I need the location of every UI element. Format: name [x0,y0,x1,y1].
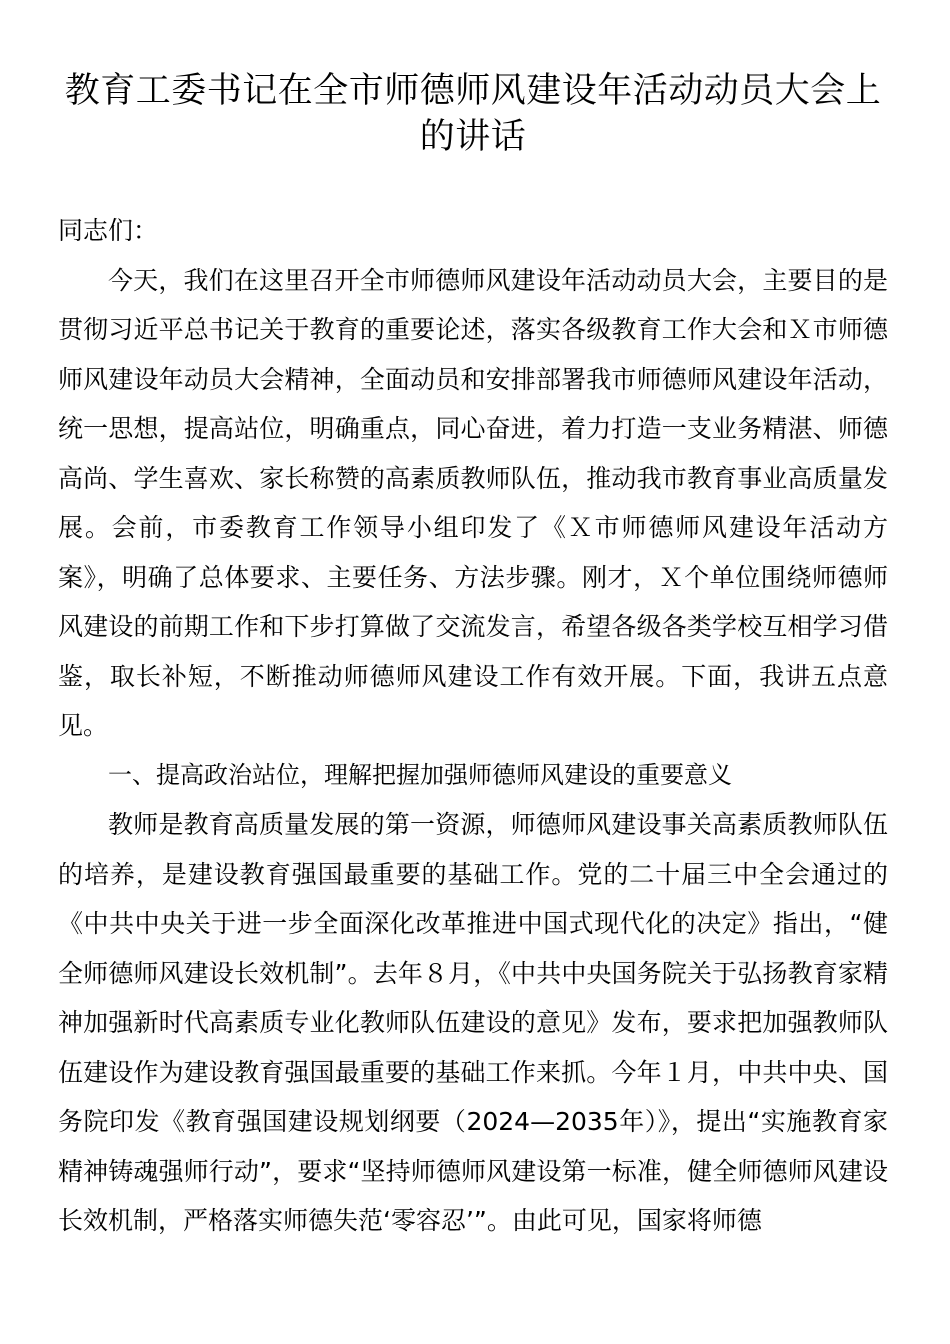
section-heading-1: 一、提高政治站位，理解把握加强师德师风建设的重要意义 [108,760,732,789]
document-title: 教育工委书记在全市师德师风建设年活动动员大会上的讲话 [64,71,882,157]
section-1-paragraph: 教师是教育高质量发展的第一资源，师德师风建设事关高素质教师队伍的培养，是建设教育强国最重要的基础工作。党的二十届三中全会通过的《中共中央关于进一步全面深化改革推进中国式现代化的决定》指出，“健全师德师风建设长效机制”。去年８月，《中共中央国务院关于弘扬教育家精神加强新时代高素质专业化教师队伍建设的意见》发布，要求把加强教师队伍建设作为建设教育强国最重要的基础工作来抓。今年１月，中共中央、国务院印发《教育强国建设规划纲要（2024—2035年）》，提出“实施教育家精神铸魂强师行动”，要求“坚持师德师风建设第一标准，健全师德师风建设长效机制，严格落实师德失范‘零容忍’”。由此可见，国家将师德 [58,810,888,1235]
document-page [58,68,888,1246]
salutation: 同志们： [58,216,159,245]
opening-paragraph: 今天，我们在这里召开全市师德师风建设年活动动员大会，主要目的是贯彻习近平总书记关于教育的重要论述，落实各级教育工作大会和Ｘ市师德师风建设年动员大会精神，全面动员和安排部署我市师德师风建设年活动，统一思想，提高站位，明确重点，同心奋进，着力打造一支业务精湛、师德高尚、学生喜欢、家长称赞的高素质教师队伍，推动我市教育事业高质量发展。会前，市委教育工作领导小组印发了《Ｘ市师德师风建设年活动方案》，明确了总体要求、主要任务、方法步骤。刚才，Ｘ个单位围绕师德师风建设的前期工作和下步打算做了交流发言，希望各级各类学校互相学习借鉴，取长补短，不断推动师德师风建设工作有效开展。下面，我讲五点意见。 [58,265,888,740]
